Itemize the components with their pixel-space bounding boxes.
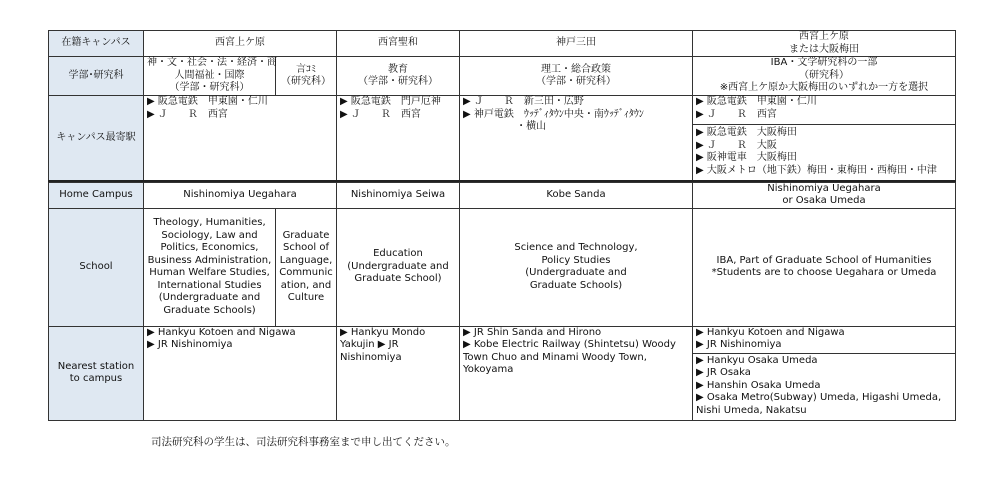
en-station-umeda <box>693 326 956 420</box>
en-school-gengo-line-6: Culture <box>287 292 325 303</box>
en-school-sanda <box>460 208 693 326</box>
jp-campus-row <box>49 31 956 57</box>
en-station-umeda-b-line-2: ▶ JR Osaka <box>696 367 751 378</box>
jp-umeda-campus-line-1: 西宮上ケ原 <box>799 31 849 42</box>
jp-school-umeda-line-2: （研究科） <box>799 69 849 81</box>
en-school-row <box>49 208 956 326</box>
jp-school-gengo-line-1: 言ｺﾐ <box>296 63 316 75</box>
jp-school-sanda-line-1: 理工・総合政策 <box>541 63 611 75</box>
en-station-umeda-b-line-3: ▶ Hanshin Osaka Umeda <box>696 379 821 391</box>
en-school-uegahara-line-2: Sociology, Law and <box>161 229 258 241</box>
jp-station-uegahara-line-1: ▶ 阪急電鉄 甲東園・仁川 <box>147 96 268 107</box>
jp-campus-uegahara: 西宮上ケ原 <box>144 31 337 57</box>
jp-station-umeda-a-line-1: ▶ 阪急電鉄 甲東園・仁川 <box>696 96 817 107</box>
en-station-seiwa-line-2: Yakujin ▶ JR <box>340 339 399 350</box>
en-campus-row <box>49 182 956 208</box>
en-school-seiwa-line-3: Graduate School) <box>354 273 442 285</box>
en-school-gengo-line-3: Language, <box>279 254 333 266</box>
jp-school-umeda <box>693 57 956 96</box>
jp-school-uegahara-line-3: （学部・研究科） <box>169 82 250 94</box>
campus-table-wrapper <box>48 30 955 421</box>
en-campus-label: Home Campus <box>49 182 144 208</box>
jp-school-sanda-line-2: （学部・研究科） <box>536 76 616 87</box>
en-station-umeda-b-line-4: ▶ Osaka Metro(Subway) Umeda, Higashi Umeda, <box>696 392 942 403</box>
en-school-gengo-line-5: ation, and <box>280 279 332 291</box>
jp-station-umeda-a-line-2: ▶ Ｊ Ｒ 西宮 <box>696 108 777 120</box>
en-school-seiwa <box>337 208 460 326</box>
en-school-uegahara-main <box>144 208 276 326</box>
en-school-seiwa-line-2: (Undergraduate and <box>347 260 449 272</box>
jp-station-umeda-b-line-2: ▶ Ｊ Ｒ 大阪 <box>696 139 777 151</box>
jp-school-label: 学部･研究科 <box>49 57 144 96</box>
en-station-label-line-2: to campus <box>69 373 123 384</box>
en-school-umeda-line-2: *Students are to choose Uegahara or Umeda <box>711 267 937 278</box>
en-station-label-line-1: Nearest station <box>57 360 135 372</box>
jp-school-uegahara-line-2: 人間福祉・国際 <box>174 69 245 81</box>
jp-campus-seiwa: 西宮聖和 <box>337 31 460 57</box>
jp-station-seiwa <box>337 96 460 181</box>
en-campus-seiwa: Nishinomiya Seiwa <box>337 182 460 208</box>
jp-station-sanda-line-2: ▶ 神戸電鉄 ｳｯﾃﾞｨﾀｳﾝ中央・南ｳｯﾃﾞｨﾀｳﾝ <box>463 108 644 120</box>
jp-station-row <box>49 96 956 181</box>
jp-station-umeda-b-line-3: ▶ 阪神電車 大阪梅田 <box>696 152 797 163</box>
en-school-sanda-line-3: (Undergraduate and <box>525 267 627 278</box>
en-school-sanda-line-4: Graduate Schools) <box>529 279 623 291</box>
en-school-umeda <box>693 208 956 326</box>
jp-station-uegahara <box>144 96 337 181</box>
en-station-uegahara <box>144 326 337 420</box>
en-umeda-campus-line-2: or Osaka Umeda <box>782 195 866 206</box>
en-campus-sanda: Kobe Sanda <box>460 182 693 208</box>
en-campus-uegahara: Nishinomiya Uegahara <box>144 182 337 208</box>
jp-campus-label: 在籍キャンパス <box>49 31 144 57</box>
en-school-seiwa-line-1: Education <box>373 248 423 260</box>
en-school-uegahara-line-5: Human Welfare Studies, <box>149 267 270 278</box>
en-campus-umeda <box>693 182 956 208</box>
campus-table <box>48 30 956 421</box>
footnote: 司法研究科の学生は、司法研究科事務室まで申し出てください。 <box>151 436 456 448</box>
jp-station-sanda <box>460 96 693 181</box>
en-station-umeda-b-line-1: ▶ Hankyu Osaka Umeda <box>696 354 818 366</box>
en-station-row <box>49 326 956 420</box>
en-station-uegahara-line-2: ▶ JR Nishinomiya <box>147 339 233 350</box>
en-station-umeda-a-line-1: ▶ Hankyu Kotoen and Nigawa <box>696 326 845 338</box>
en-school-sanda-line-1: Science and Technology, <box>514 242 638 253</box>
jp-station-label: キャンパス最寄駅 <box>49 96 144 181</box>
en-station-umeda-b <box>693 353 955 418</box>
en-station-umeda-b-line-5: Nishi Umeda, Nakatsu <box>696 404 807 416</box>
en-station-sanda-line-2: ▶ Kobe Electric Railway (Shintetsu) Woody <box>463 339 676 350</box>
en-school-uegahara-line-7: (Undergraduate and <box>158 292 261 303</box>
jp-school-uegahara-line-1: 神・文・社会・法・経済・商 <box>147 57 277 69</box>
jp-umeda-campus-line-2: または大阪梅田 <box>789 43 859 55</box>
jp-station-umeda-b <box>693 124 955 177</box>
en-station-sanda <box>460 326 693 420</box>
jp-station-uegahara-line-2: ▶ Ｊ Ｒ 西宮 <box>147 108 228 120</box>
jp-campus-umeda <box>693 31 956 57</box>
en-station-seiwa <box>337 326 460 420</box>
jp-station-umeda-b-line-4: ▶ 大阪メトロ（地下鉄）梅田・東梅田・西梅田・中津 <box>696 164 937 176</box>
jp-station-sanda-line-1: ▶ Ｊ Ｒ 新三田・広野 <box>463 96 584 107</box>
jp-school-sanda <box>460 57 693 96</box>
jp-school-umeda-line-1: IBA・文学研究科の一部 <box>770 57 878 69</box>
en-school-sanda-line-2: Policy Studies <box>541 254 611 266</box>
en-school-uegahara-line-3: Politics, Economics, <box>160 242 259 253</box>
jp-station-umeda-b-line-1: ▶ 阪急電鉄 大阪梅田 <box>696 127 797 138</box>
jp-station-umeda <box>693 96 956 181</box>
en-school-uegahara-line-4: Business Administration, <box>147 254 272 266</box>
jp-school-seiwa-line-2: （学部・研究科） <box>358 76 438 87</box>
jp-school-seiwa-line-1: 教育 <box>388 63 408 75</box>
en-school-uegahara-line-6: International Studies <box>157 279 262 291</box>
en-school-uegahara-line-1: Theology, Humanities, <box>153 217 266 228</box>
en-station-sanda-line-1: ▶ JR Shin Sanda and Hirono <box>463 326 602 338</box>
jp-school-seiwa <box>337 57 460 96</box>
jp-school-uegahara-main <box>144 57 276 96</box>
en-station-uegahara-line-1: ▶ Hankyu Kotoen and Nigawa <box>147 326 296 338</box>
en-umeda-campus-line-1: Nishinomiya Uegahara <box>767 182 881 194</box>
en-school-uegahara-line-8: Graduate Schools) <box>163 304 256 316</box>
en-school-uegahara-gengo <box>276 208 337 326</box>
en-station-seiwa-line-3: Nishinomiya <box>340 351 402 363</box>
jp-school-row <box>49 57 956 96</box>
jp-station-seiwa-line-2: ▶ Ｊ Ｒ 西宮 <box>340 108 421 120</box>
en-station-sanda-line-4: Yokoyama <box>463 364 514 375</box>
jp-station-sanda-line-3: ・横山 <box>463 121 547 132</box>
en-school-label: School <box>49 208 144 326</box>
jp-school-umeda-line-3: ※西宮上ケ原か大阪梅田のいずれか一方を選択 <box>719 82 929 94</box>
en-station-umeda-a-line-2: ▶ JR Nishinomiya <box>696 339 782 350</box>
jp-campus-sanda: 神戸三田 <box>460 31 693 57</box>
jp-school-uegahara-gengo <box>276 57 337 96</box>
en-station-label <box>49 326 144 420</box>
jp-school-gengo-line-2: （研究科） <box>281 76 331 87</box>
en-school-umeda-line-1: IBA, Part of Graduate School of Humanities <box>716 254 932 266</box>
jp-station-seiwa-line-1: ▶ 阪急電鉄 門戸厄神 <box>340 96 441 107</box>
en-school-gengo-line-1: Graduate <box>282 229 330 241</box>
en-school-gengo-line-4: Communic <box>279 267 333 278</box>
en-station-sanda-line-3: Town Chuo and Minami Woody Town, <box>463 351 647 363</box>
en-school-gengo-line-2: School of <box>282 242 329 253</box>
en-station-seiwa-line-1: ▶ Hankyu Mondo <box>340 326 426 338</box>
